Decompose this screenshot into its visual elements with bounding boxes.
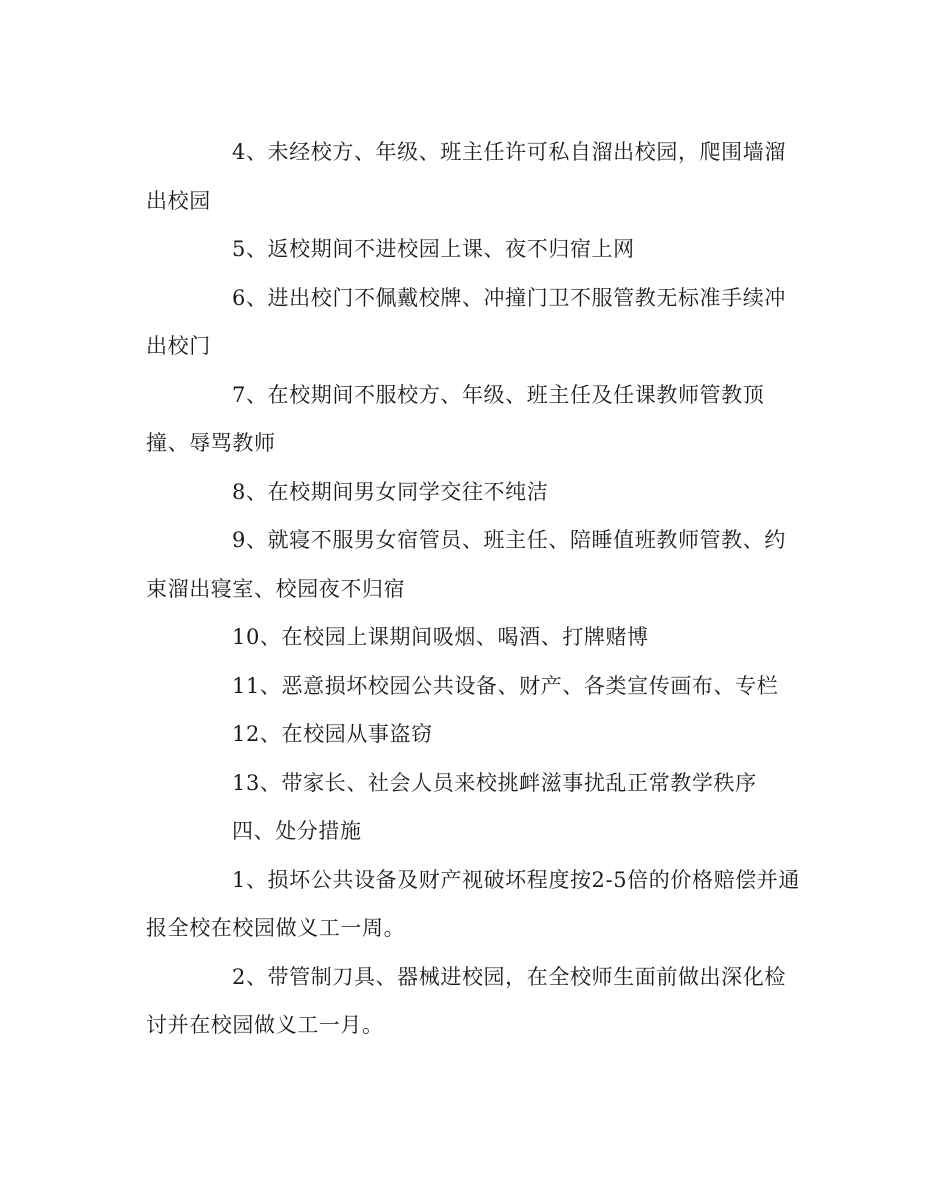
rule-item-5: 5、返校期间不进校园上课、夜不归宿上网 bbox=[232, 237, 635, 261]
rule-item-11: 11、恶意损坏校园公共设备、财产、各类宣传画布、专栏 bbox=[232, 673, 779, 698]
rule-item-6: 6、进出校门不佩戴校牌、冲撞门卫不服管教无标准手续冲出校门 bbox=[146, 285, 786, 358]
document-body bbox=[146, 128, 806, 1050]
rule-item-13: 13、带家长、社会人员来校挑衅滋事扰乱正常教学秩序 bbox=[232, 770, 757, 795]
rule-item-9: 9、就寝不服男女宿管员、班主任、陪睡值班教师管教、约束溜出寝室、校园夜不归宿 bbox=[146, 528, 786, 601]
penalty-item-2: 2、带管制刀具、器械进校园，在全校师生面前做出深化检讨并在校园做义工一月。 bbox=[146, 964, 786, 1037]
penalty-item-1: 1、损坏公共设备及财产视破坏程度按2-5倍的价格赔偿并通报全校在校园做义工一周。 bbox=[146, 867, 800, 940]
rule-item-10: 10、在校园上课期间吸烟、喝酒、打牌赌博 bbox=[232, 625, 649, 649]
rule-item-4: 4、未经校方、年级、班主任许可私自溜出校园，爬围墙溜出校园 bbox=[146, 140, 786, 213]
section-heading-penalties: 四、处分措施 bbox=[232, 819, 362, 843]
rule-item-7: 7、在校期间不服校方、年级、班主任及任课教师管教顶撞、辱骂教师 bbox=[146, 382, 765, 455]
rule-item-12: 12、在校园从事盗窃 bbox=[232, 722, 433, 746]
rule-item-8: 8、在校期间男女同学交往不纯洁 bbox=[232, 479, 549, 504]
